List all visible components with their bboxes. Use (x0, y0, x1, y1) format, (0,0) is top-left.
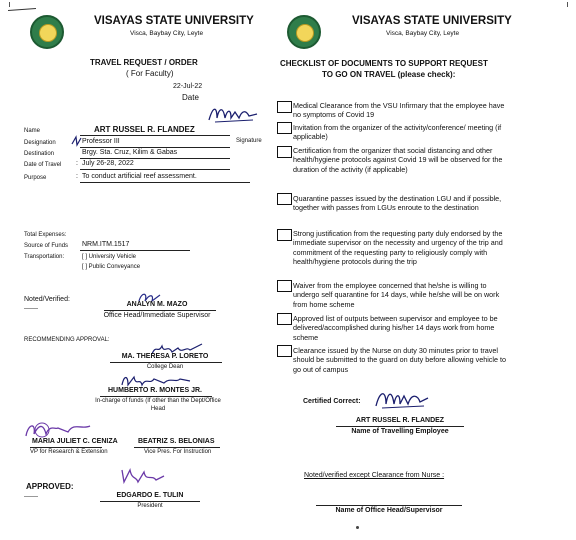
checklist-item: Invitation from the organizer of the activity/conference/ meeting (if applicable) (293, 123, 502, 142)
destination-value: Brgy. Sta. Cruz, Kilim & Gabas (82, 149, 178, 156)
checklist-item: Quarantine passes issued by the destination LGU and if possible, together with passes from LGUs enroute to the destination (293, 194, 502, 213)
colon: : (76, 173, 78, 180)
vp-instruction-underline (134, 447, 220, 448)
checklist-title-line2: TO GO ON TRAVEL (please check): (322, 70, 456, 79)
approved-dash (24, 496, 38, 497)
university-name: VISAYAS STATE UNIVERSITY (94, 15, 254, 27)
corner-mark (8, 8, 36, 11)
traveller-certified-signature (372, 384, 432, 414)
transport-option-university-vehicle: [ ] University Vehicle (82, 254, 137, 260)
funds-incharge-name: HUMBERTO R. MONTES JR. (108, 387, 202, 394)
form-subtitle: ( For Faculty) (126, 69, 174, 78)
purpose-value: To conduct artificial reef assessment. (82, 173, 197, 180)
office-head-caption: Name of Office Head/Supervisor (335, 507, 443, 514)
corner-tick (567, 2, 568, 7)
date-of-travel-value: July 26-28, 2022 (82, 160, 134, 167)
corner-tick (9, 2, 10, 7)
dean-role: College Dean (146, 364, 184, 370)
destination-label: Destination (24, 151, 55, 157)
university-seal-icon (287, 15, 321, 49)
checkbox-justification[interactable] (277, 229, 292, 241)
funds-incharge-role-1: In-charge of funds (If other than the Dept/Office (95, 398, 221, 404)
checklist-item: Medical Clearance from the VSU Infirmary that the employee have no symptoms of Covid 19 (293, 101, 505, 120)
university-name: VISAYAS STATE UNIVERSITY (352, 15, 512, 27)
checklist-title-line1: CHECKLIST OF DOCUMENTS TO SUPPORT REQUEST (280, 59, 488, 68)
checklist-item: Approved list of outputs between supervisor and employee to be delivered/accomplished during his/her 14 days work from home scheme (293, 314, 498, 342)
noted-dash (24, 308, 38, 309)
checklist-item: Clearance issued by the Nurse on duty 30 minutes prior to travel should be submitted to the guard on duty before allowing vehicle to go out of campus (293, 346, 506, 374)
date-value: 22-Jul-22 (173, 83, 203, 90)
name-value: ART RUSSEL R. FLANDEZ (94, 125, 195, 134)
checkbox-certification[interactable] (277, 146, 292, 158)
date-of-travel-label: Date of Travel (24, 162, 62, 168)
date-label: Date (182, 93, 199, 102)
president-signature (118, 466, 166, 490)
university-address: Visca, Baybay City, Leyte (130, 30, 204, 37)
total-expenses-label: Total Expenses: (24, 232, 67, 238)
vp-research-role: VP for Research & Extension (30, 449, 108, 455)
traveller-signature (205, 100, 261, 128)
destination-underline (80, 158, 230, 159)
designation-value: Professor III (82, 138, 120, 145)
dean-underline (110, 362, 222, 363)
noted-verified-label: Noted/Verified: (24, 296, 70, 303)
vp-research-underline (30, 447, 102, 448)
colon: : (76, 160, 78, 167)
checkbox-quarantine-passes[interactable] (277, 193, 292, 205)
checkbox-outputs-list[interactable] (277, 313, 292, 325)
vp-research-name: MARIA JULIET C. CENIZA (32, 438, 118, 445)
name-underline (80, 135, 230, 136)
checkbox-medical-clearance[interactable] (277, 101, 292, 113)
office-head-underline (316, 505, 462, 506)
president-role: President (137, 503, 163, 509)
checkbox-invitation[interactable] (277, 122, 292, 134)
funds-underline (80, 250, 190, 251)
source-of-funds-label: Source of Funds (24, 243, 69, 249)
form-title: TRAVEL REQUEST / ORDER (90, 58, 198, 67)
university-address: Visca, Baybay City, Leyte (386, 30, 460, 37)
approved-label: APPROVED: (26, 482, 74, 491)
noted-underline (104, 310, 216, 311)
university-seal-icon (30, 15, 64, 49)
checkbox-waiver[interactable] (277, 280, 292, 292)
dean-name: MA. THERESA P. LORETO (121, 353, 209, 360)
employee-caption: Name of Travelling Employee (351, 428, 449, 435)
employee-underline (336, 426, 464, 427)
funds-underline-sig (100, 396, 212, 397)
designation-label: Designation (24, 140, 56, 146)
funds-incharge-role-2: Head (150, 406, 166, 412)
vp-instruction-role: Vice Pres. For Instruction (144, 449, 212, 455)
checklist-item: Strong justification from the requesting party duly endorsed by the immediate supervisor on the necessity and urgency of the trip and commitment of the requesting party to religiously comply with health/hygiene protocols during the trip (293, 229, 503, 267)
page-dot (356, 526, 359, 529)
transport-option-public-conveyance: [ ] Public Conveyance (82, 264, 141, 270)
signature-label: Signature (236, 138, 262, 144)
checklist-item: Certification from the organizer that social distancing and other health/hygiene protocols against Covid 19 will be observed for the duration of the activity (if applicable) (293, 146, 503, 174)
designation-underline (80, 147, 230, 148)
name-label: Name (24, 128, 41, 134)
certified-correct-label: Certified Correct: (303, 398, 361, 405)
noted-name: ANALYN M. MAZO (126, 301, 188, 308)
date-of-travel-underline (80, 169, 230, 170)
recommending-label: RECOMMENDING APPROVAL: (24, 337, 110, 343)
noted-except-label: Noted/verified except Clearance from Nurse : (304, 472, 445, 479)
purpose-label: Purpose (24, 175, 47, 181)
president-underline (100, 501, 200, 502)
noted-role: Office Head/Immediate Supervisor (103, 312, 211, 319)
checkbox-nurse-clearance[interactable] (277, 345, 292, 357)
vp-instruction-name: BEATRIZ S. BELONIAS (138, 438, 215, 445)
transportation-label: Transportation: (24, 254, 65, 260)
purpose-underline (80, 182, 250, 183)
president-name: EDGARDO E. TULIN (116, 492, 184, 499)
employee-name: ART RUSSEL R. FLANDEZ (355, 417, 445, 424)
checklist-item: Waiver from the employee concerned that he/she is willing to undergo self quarantine for 14 days, while he/she will be on work from home scheme (293, 281, 500, 309)
source-of-funds-value: NRM.ITM.1517 (82, 241, 130, 248)
